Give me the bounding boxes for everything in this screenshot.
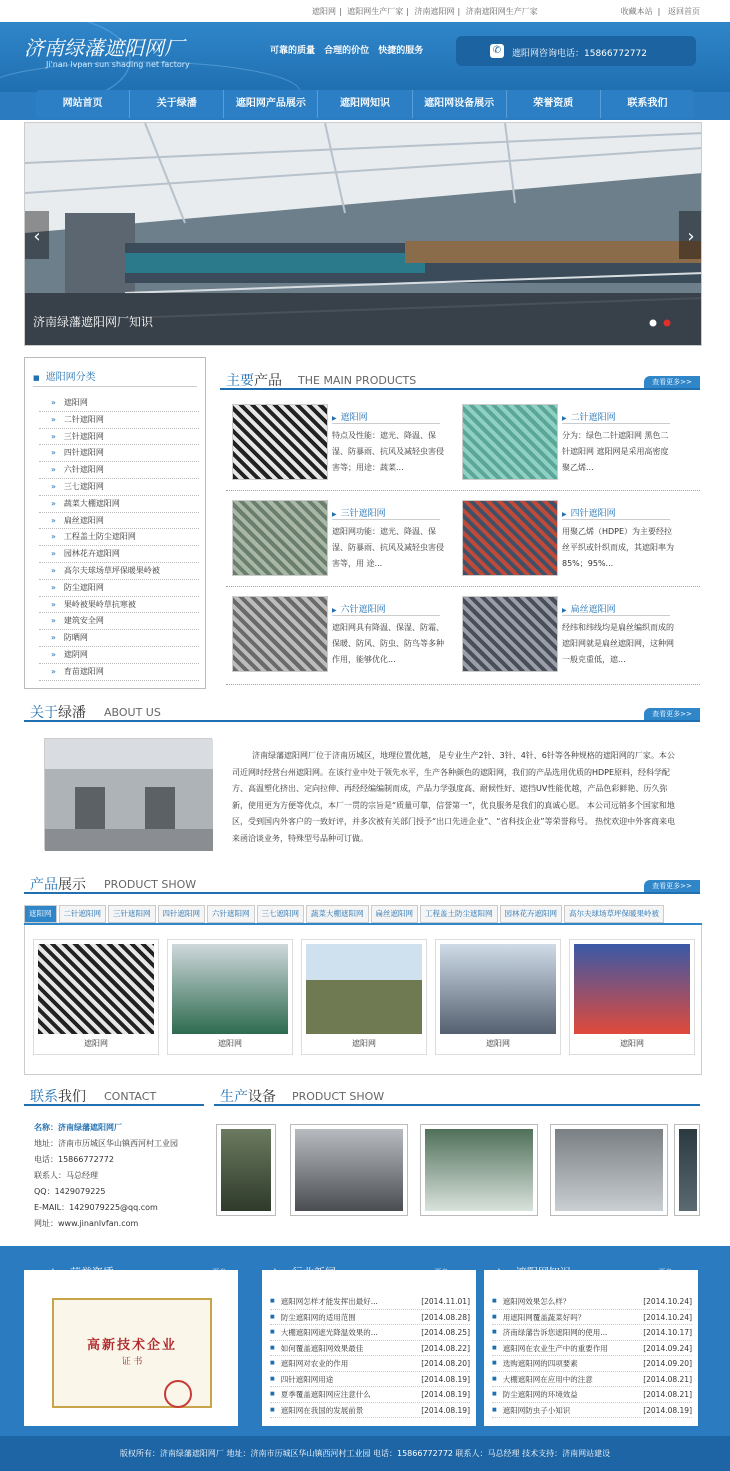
top-link-1[interactable]: 遮阳网 — [312, 7, 336, 16]
category-item[interactable]: » 三七遮阳网 — [39, 479, 199, 496]
category-panel — [24, 357, 206, 689]
phone-text: 遮阳网咨询电话：15866772772 — [512, 49, 647, 59]
category-item[interactable]: » 工程盖土防尘遮阳网 — [39, 529, 199, 546]
category-item[interactable]: » 四针遮阳网 — [39, 445, 199, 462]
contact-address: 地址：济南市历城区华山镇西河村工业园 — [34, 1139, 178, 1148]
knowledge-panel — [484, 1270, 698, 1426]
main-nav — [36, 90, 694, 118]
show-tab[interactable]: 扁丝遮阳网 — [371, 905, 419, 923]
product-card[interactable] — [232, 500, 452, 580]
news-item[interactable]: ■ 遮阳网在我国的发展前景 [2014.08.19] — [270, 1403, 470, 1419]
category-item[interactable]: » 育苗遮阳网 — [39, 664, 199, 681]
show-item[interactable] — [301, 939, 427, 1055]
product-desc: 经纬和纬线均是扁丝编织而成的遮阳网就是扁丝遮阳网，这种网一般克重低，遮... — [562, 623, 674, 664]
product-image[interactable] — [232, 500, 328, 576]
about-text: 济南绿藩遮阳网厂位于济南历城区，地理位置优越， 是专业生产2针、3针、4针、6针等各种规格的遮阳网的厂家。本公司近网时经营台州遮阳网。在该行业中处于领先水平，生产各种颜色的遮阳网，我们的产品选用优质的HDPE原料，经科学配方、高温塑化挤出、定向拉伸、再经经编编制而成，产品力学强度高、耐候性好、遮挡UV性能优越，产品色彩鲜艳、历久弥新，使用更为方便等优点，本厂一贯的宗旨是“质量可靠，信誉第一”，优良服务是我们的真诚心愿。 本公司远销多个国家和地区，受到国内外客户的一致好评，并多次被有关部门授予“出口先进企业”、“省科技企业”等荣誉称号。 热忱欢迎中外客商来电来函洽谈业务，特殊型号品种可订做。 — [232, 751, 676, 843]
news-item[interactable]: ■ 遮阳网效果怎么样？ [2014.10.24] — [492, 1294, 692, 1310]
equipment-photo[interactable] — [290, 1124, 408, 1216]
category-item[interactable]: » 六针遮阳网 — [39, 462, 199, 479]
show-label[interactable]: 遮阳网 — [620, 1039, 644, 1048]
phone-box — [456, 36, 696, 66]
news-item[interactable]: ■ 选购遮阳网的四项要素 [2014.09.20] — [492, 1356, 692, 1372]
home-return-link[interactable]: 返回首页 — [668, 7, 700, 16]
news-item[interactable]: ■ 遮阳网防虫子小知识 [2014.08.19] — [492, 1403, 692, 1419]
category-item[interactable]: » 三针遮阳网 — [39, 429, 199, 446]
nav-products[interactable]: 遮阳网产品展示 — [224, 90, 318, 118]
slide-dot-2[interactable] — [664, 320, 671, 327]
show-en: PRODUCT SHOW — [104, 878, 197, 891]
show-box — [24, 925, 702, 1075]
product-title[interactable]: ▶ 三针遮阳网 — [332, 506, 440, 520]
top-link-3[interactable]: 济南遮阳网 — [414, 7, 455, 16]
product-image[interactable] — [462, 404, 558, 480]
product-desc: 用聚乙烯（HDPE）为主要经拉丝平织或针织而成，其遮阳率为85%；95%... — [562, 527, 674, 568]
news-item[interactable]: ■ 防尘遮阳网的适用范围 [2014.08.28] — [270, 1310, 470, 1326]
news-item[interactable]: ■ 四针遮阳网用途 [2014.08.19] — [270, 1372, 470, 1388]
product-image[interactable] — [462, 500, 558, 576]
about-header — [24, 700, 700, 722]
category-item[interactable]: » 防晒网 — [39, 630, 199, 647]
category-item[interactable]: » 遮阴网 — [39, 647, 199, 664]
product-image[interactable] — [232, 404, 328, 480]
show-label[interactable]: 遮阳网 — [352, 1039, 376, 1048]
news-item[interactable]: ■ 用遮阳网覆盖蔬菜好吗？ [2014.10.24] — [492, 1310, 692, 1326]
product-card[interactable] — [462, 404, 682, 484]
show-tab[interactable]: 遮阳网 — [24, 905, 57, 923]
product-image[interactable] — [232, 596, 328, 672]
category-list — [39, 395, 199, 681]
news-item[interactable]: ■ 遮阳网对农业的作用 [2014.08.20] — [270, 1356, 470, 1372]
nav-contact[interactable]: 联系我们 — [627, 98, 668, 109]
about-title: 关于绿潘 — [30, 705, 86, 721]
news-item[interactable]: ■ 如何覆盖遮阳网效果最佳 [2014.08.22] — [270, 1341, 470, 1357]
divider — [226, 684, 700, 685]
main-products-title: 主要产品 — [226, 373, 282, 389]
category-item[interactable]: » 遮阳网 — [39, 395, 199, 412]
equip-title: 生产设备 — [220, 1089, 276, 1105]
product-title[interactable]: ▶ 四针遮阳网 — [562, 506, 670, 520]
equip-en: PRODUCT SHOW — [292, 1090, 385, 1103]
about-en: ABOUT US — [104, 706, 161, 719]
copyright-bar: 版权所有：济南绿藩遮阳网厂 地址：济南市历城区华山镇西河村工业园 电话：15866772772 联系人：马总经理 技术支持：济南网站建设 — [0, 1436, 730, 1471]
nav-equipment[interactable]: 遮阳网设备展示 — [413, 90, 507, 118]
certificate-seal-icon — [164, 1380, 192, 1408]
product-desc: 遮阳网具有降温、保湿、防霜、保暖、防风、防虫、防鸟等多种作用，能够优化... — [332, 623, 444, 664]
category-item[interactable]: » 扁丝遮阳网 — [39, 513, 199, 530]
show-tab[interactable]: 三七遮阳网 — [257, 905, 305, 923]
show-item[interactable] — [167, 939, 293, 1055]
show-label[interactable]: 遮阳网 — [486, 1039, 510, 1048]
contact-person: 联系人：马总经理 — [34, 1171, 98, 1180]
category-title: ■ 遮阳网分类 — [33, 368, 96, 383]
honor-panel — [24, 1270, 238, 1426]
top-bar: 遮阳网 | 遮阳网生产厂家 | 济南遮阳网 | 济南遮阳网生产厂家 收藏本站 | 返回首页 — [0, 0, 730, 22]
certificate-subtitle: 证 书 — [121, 1357, 143, 1367]
news-item[interactable]: ■ 夏季覆盖遮阳网应注意什么 [2014.08.19] — [270, 1387, 470, 1403]
certificate-image[interactable] — [52, 1298, 212, 1408]
show-image[interactable] — [440, 944, 556, 1034]
product-desc: 遮阳网功能：遮光、降温、保湿、防暴雨、抗风及减轻虫害侵害等，用 途... — [332, 527, 444, 568]
nav-about[interactable]: 关于绿潘 — [130, 90, 224, 118]
equipment-photo[interactable] — [216, 1124, 276, 1216]
news-item[interactable]: ■ 遮阳网在农业生产中的重要作用 [2014.09.24] — [492, 1341, 692, 1357]
product-desc: 特点及性能：遮光、降温、保湿、防暴雨、抗风及减轻虫害侵害等；用途：蔬菜... — [332, 431, 444, 472]
show-image[interactable] — [574, 944, 690, 1034]
nav-honors[interactable]: 荣誉资质 — [507, 90, 601, 118]
product-card[interactable] — [232, 404, 452, 484]
news-item[interactable]: ■ 防尘遮阳网的环境效益 [2014.08.21] — [492, 1387, 692, 1403]
banner-caption: 济南绿藩遮阳网厂知识 — [33, 315, 154, 329]
prev-arrow-icon[interactable]: ‹ — [33, 226, 41, 247]
show-image[interactable] — [172, 944, 288, 1034]
contact-qq: QQ：1429079225 — [34, 1187, 106, 1196]
header-slogan: 可靠的质量 合理的价位 快捷的服务 — [270, 46, 424, 56]
show-tab[interactable]: 六针遮阳网 — [207, 905, 255, 923]
logo-subtitle: Ji'nan lvpan sun shading net factory — [46, 60, 190, 69]
show-more[interactable]: 查看更多>> — [644, 880, 700, 892]
show-image[interactable] — [306, 944, 422, 1034]
contact-email: E-MAIL：1429079225@qq.com — [34, 1203, 158, 1212]
equipment-photo[interactable] — [420, 1124, 538, 1216]
product-image[interactable] — [462, 596, 558, 672]
divider — [226, 586, 700, 587]
news-item[interactable]: ■ 济南绿藩告诉您遮阳网的使用... [2014.10.17] — [492, 1325, 692, 1341]
main-products-more[interactable]: 查看更多>> — [644, 376, 700, 388]
bookmark-link[interactable]: 收藏本站 — [620, 7, 653, 16]
main-products-header — [220, 368, 700, 390]
banner-slider[interactable] — [24, 122, 702, 346]
show-tab[interactable]: 蔬菜大棚遮阳网 — [306, 905, 369, 923]
certificate-title: 高新技术企业 — [86, 1338, 177, 1353]
category-item[interactable]: » 高尔夫球场草坪保暖果岭被 — [39, 563, 199, 580]
category-item[interactable]: » 建筑安全网 — [39, 613, 199, 630]
category-item[interactable]: » 园林花卉遮阳网 — [39, 546, 199, 563]
show-tab[interactable]: 工程盖土防尘遮阳网 — [420, 905, 498, 923]
show-tab[interactable]: 三针遮阳网 — [108, 905, 156, 923]
show-item[interactable] — [33, 939, 159, 1055]
contact-info — [34, 1120, 214, 1232]
nav-knowledge[interactable]: 遮阳网知识 — [318, 90, 412, 118]
show-header — [24, 872, 700, 894]
news-list — [270, 1294, 470, 1418]
header — [0, 22, 730, 120]
contact-name: 名称：济南绿藩遮阳网厂 — [34, 1123, 122, 1132]
show-item[interactable] — [435, 939, 561, 1055]
contact-web[interactable]: 网址：www.jinanlvfan.com — [34, 1219, 139, 1228]
show-tab[interactable]: 高尔夫球场草坪保暖果岭被 — [564, 905, 664, 923]
contact-tel: 电话：15866772772 — [34, 1155, 114, 1164]
show-tabs — [24, 905, 702, 925]
slide-dot-1[interactable] — [650, 320, 657, 327]
about-photo — [44, 738, 212, 850]
knowledge-list — [492, 1294, 692, 1418]
show-title: 产品展示 — [30, 877, 86, 893]
phone-icon: ✆ — [490, 44, 504, 58]
about-more[interactable]: 查看更多>> — [644, 708, 700, 720]
show-image[interactable] — [38, 944, 154, 1034]
contact-header — [24, 1084, 204, 1106]
news-item[interactable]: ■ 遮阳网怎样才能发挥出最好... [2014.11.01] — [270, 1294, 470, 1310]
contact-en: CONTACT — [104, 1090, 157, 1103]
product-desc: 分为：绿色二针遮阳网 黑色二针遮阳网 遮阳网是采用高密度聚乙烯... — [562, 431, 669, 472]
product-title[interactable]: ▶ 二针遮阳网 — [562, 410, 670, 424]
main-products-en: THE MAIN PRODUCTS — [298, 374, 417, 387]
contact-title: 联系我们 — [30, 1089, 86, 1105]
category-item[interactable]: » 果岭被果岭草抗寒被 — [39, 597, 199, 614]
product-card[interactable] — [462, 500, 682, 580]
next-arrow-icon[interactable]: › — [687, 226, 695, 247]
product-card[interactable] — [232, 596, 452, 676]
equipment-photo[interactable] — [550, 1124, 668, 1216]
divider — [226, 490, 700, 491]
product-title[interactable]: ▶ 六针遮阳网 — [332, 602, 440, 616]
top-link-2[interactable]: 遮阳网生产厂家 — [347, 7, 404, 16]
news-item[interactable]: ■ 大棚遮阳网遮光降温效果的... [2014.08.25] — [270, 1325, 470, 1341]
product-title[interactable]: ▶ 扁丝遮阳网 — [562, 602, 670, 616]
logo-title[interactable]: 济南绿藩遮阳网厂 — [24, 36, 184, 60]
news-panel — [262, 1270, 476, 1426]
top-link-4[interactable]: 济南遮阳网生产厂家 — [465, 7, 538, 16]
show-tab[interactable]: 四针遮阳网 — [158, 905, 206, 923]
show-label[interactable]: 遮阳网 — [84, 1039, 108, 1048]
equip-header — [214, 1084, 700, 1106]
nav-home[interactable]: 网站首页 — [36, 90, 130, 118]
category-item[interactable]: » 二针遮阳网 — [39, 412, 199, 429]
show-tab[interactable]: 园林花卉遮阳网 — [500, 905, 563, 923]
show-label[interactable]: 遮阳网 — [218, 1039, 242, 1048]
show-item[interactable] — [569, 939, 695, 1055]
news-item[interactable]: ■ 大棚遮阳网在应用中的注意 [2014.08.21] — [492, 1372, 692, 1388]
show-tab[interactable]: 二针遮阳网 — [59, 905, 107, 923]
product-title[interactable]: ▶ 遮阳网 — [332, 410, 440, 424]
category-item[interactable]: » 蔬菜大棚遮阳网 — [39, 496, 199, 513]
product-card[interactable] — [462, 596, 682, 676]
equipment-photo[interactable] — [674, 1124, 700, 1216]
category-item[interactable]: » 防尘遮阳网 — [39, 580, 199, 597]
